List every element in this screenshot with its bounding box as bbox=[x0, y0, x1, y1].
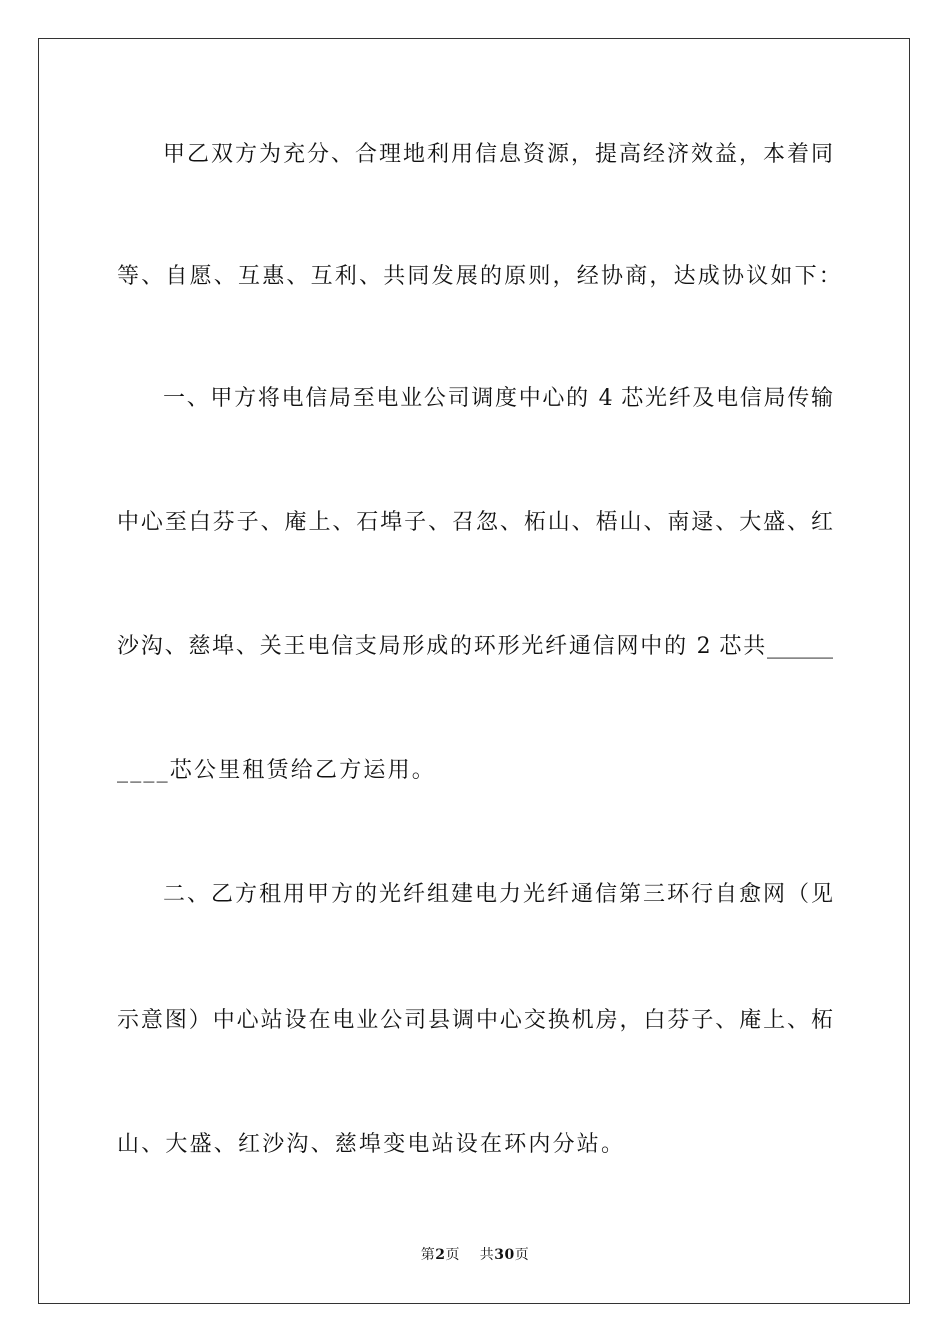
paragraph-2-line-2: 中心至白芬子、庵上、石埠子、召忽、柘山、梧山、南逯、大盛、红 bbox=[117, 510, 833, 535]
footer-page-suffix: 页 bbox=[445, 1247, 460, 1263]
footer-total-suffix: 页 bbox=[514, 1247, 530, 1263]
footer-page-number: 2 bbox=[435, 1247, 446, 1263]
paragraph-2-line-3: 沙沟、慈埠、关王电信支局形成的环形光纤通信网中的 2 芯共______ bbox=[117, 634, 833, 659]
paragraph-3-line-3: 山、大盛、红沙沟、慈埠变电站设在环内分站。 bbox=[117, 1132, 626, 1157]
paragraph-2-line-4: ____芯公里租赁给乙方运用。 bbox=[117, 758, 437, 783]
footer-page-prefix: 第 bbox=[420, 1247, 436, 1263]
paragraph-3-line-1: 二、乙方租用甲方的光纤组建电力光纤通信第三环行自愈网（见 bbox=[163, 882, 833, 907]
paragraph-1-line-2: 等、自愿、互惠、互利、共同发展的原则，经协商，达成协议如下： bbox=[117, 264, 844, 289]
footer-total-prefix: 共 bbox=[479, 1247, 495, 1263]
paragraph-2-line-1: 一、甲方将电信局至电业公司调度中心的 4 芯光纤及电信局传输 bbox=[163, 386, 833, 411]
paragraph-3-line-2: 示意图）中心站设在电业公司县调中心交换机房，白芬子、庵上、柘 bbox=[117, 1008, 833, 1033]
page-frame bbox=[38, 38, 910, 1304]
footer-total-pages: 30 bbox=[494, 1247, 515, 1263]
paragraph-1-line-1: 甲乙双方为充分、合理地利用信息资源，提高经济效益，本着同 bbox=[163, 142, 833, 167]
page-footer bbox=[0, 1245, 950, 1265]
